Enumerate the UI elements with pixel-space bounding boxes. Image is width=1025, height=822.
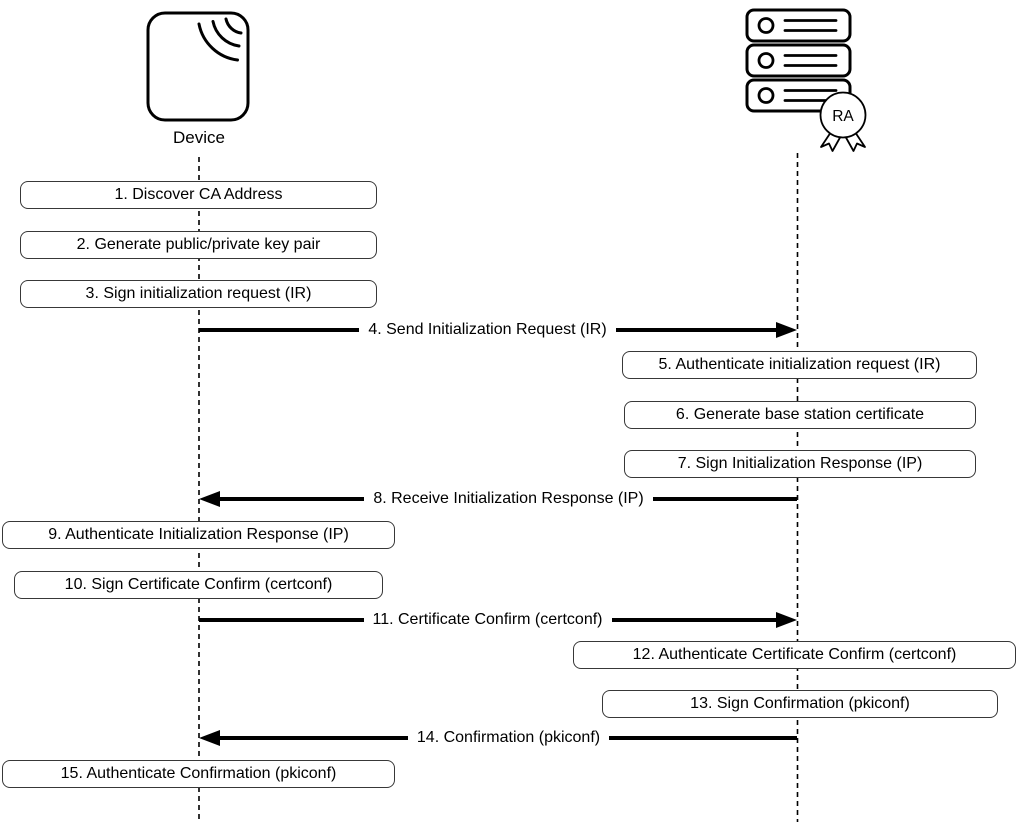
step-box-10: 10. Sign Certificate Confirm (certconf) bbox=[14, 571, 383, 599]
message-label-4: 4. Send Initialization Request (IR) bbox=[368, 321, 607, 338]
arrow-line bbox=[199, 328, 359, 332]
arrowhead-left-icon bbox=[199, 730, 220, 746]
step-box-1: 1. Discover CA Address bbox=[20, 181, 377, 209]
arrow-line bbox=[220, 736, 408, 740]
message-arrow-11 bbox=[199, 611, 797, 629]
step-box-7: 7. Sign Initialization Response (IP) bbox=[624, 450, 976, 478]
arrow-line bbox=[199, 618, 364, 622]
step-box-12: 12. Authenticate Certificate Confirm (certconf) bbox=[573, 641, 1016, 669]
step-box-3: 3. Sign initialization request (IR) bbox=[20, 280, 377, 308]
arrowhead-left-icon bbox=[199, 491, 220, 507]
message-arrow-14 bbox=[199, 729, 797, 747]
step-box-9: 9. Authenticate Initialization Response (IP) bbox=[2, 521, 395, 549]
device-actor-label: Device bbox=[173, 128, 225, 147]
step-box-6: 6. Generate base station certificate bbox=[624, 401, 976, 429]
arrow-line bbox=[220, 497, 364, 501]
message-arrow-4 bbox=[199, 321, 797, 339]
message-label-11: 11. Certificate Confirm (certconf) bbox=[372, 611, 603, 628]
step-box-2: 2. Generate public/private key pair bbox=[20, 231, 377, 259]
arrowhead-right-icon bbox=[776, 322, 797, 338]
arrow-line bbox=[609, 736, 797, 740]
step-box-5: 5. Authenticate initialization request (IR) bbox=[622, 351, 977, 379]
step-box-15: 15. Authenticate Confirmation (pkiconf) bbox=[2, 760, 395, 788]
ra-badge-label: RA bbox=[832, 108, 854, 125]
server-stack-icon bbox=[745, 8, 873, 158]
message-arrow-8 bbox=[199, 490, 797, 508]
message-label-14: 14. Confirmation (pkiconf) bbox=[416, 729, 601, 746]
arrow-line bbox=[616, 328, 776, 332]
step-box-13: 13. Sign Confirmation (pkiconf) bbox=[602, 690, 998, 718]
arrow-line bbox=[612, 618, 777, 622]
message-label-8: 8. Receive Initialization Response (IP) bbox=[373, 490, 644, 507]
arrowhead-right-icon bbox=[776, 612, 797, 628]
wireless-device-icon bbox=[146, 11, 250, 123]
arrow-line bbox=[653, 497, 797, 501]
